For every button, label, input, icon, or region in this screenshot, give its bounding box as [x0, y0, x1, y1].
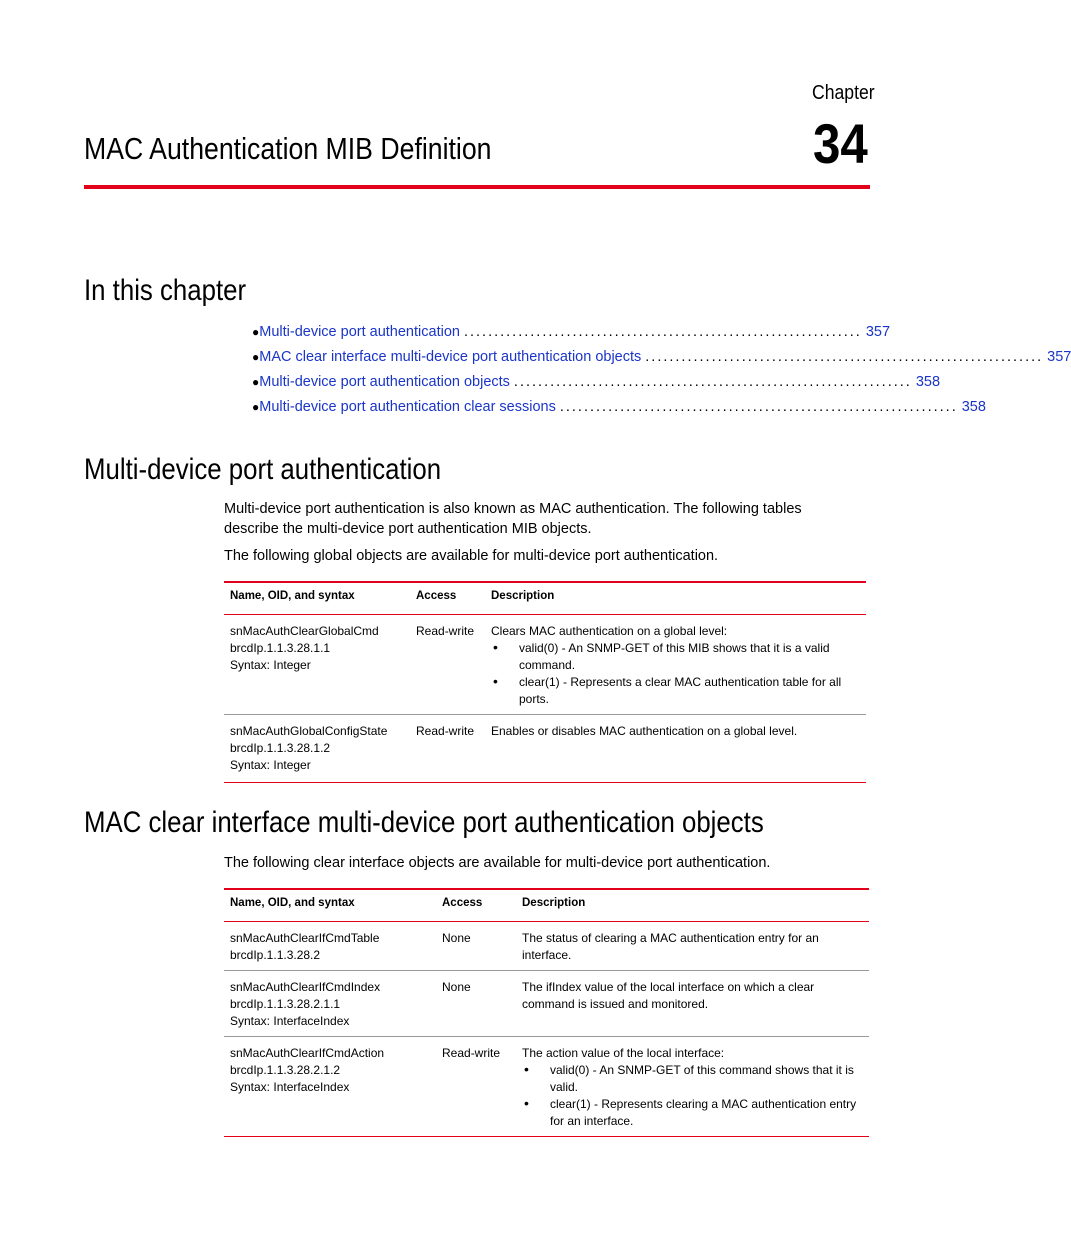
- chapter-toc: [252, 322, 1071, 422]
- bullet-icon: ●: [252, 325, 260, 339]
- object-syntax: Syntax: Integer: [230, 758, 311, 772]
- toc-link[interactable]: Multi-device port authentication objects: [259, 374, 510, 390]
- column-header-name: Name, OID, and syntax: [224, 582, 410, 615]
- list-item: • clear(1) - Represents clearing a MAC authentication entry for an interface.: [522, 1096, 863, 1130]
- toc-link[interactable]: MAC clear interface multi-device port authentication objects: [259, 349, 642, 365]
- object-name: snMacAuthClearIfCmdTable: [230, 931, 380, 945]
- object-oid: brcdIp.1.1.3.28.2.1.1: [230, 997, 341, 1011]
- table-row: [224, 615, 866, 715]
- section-heading-mac-clear-interface: MAC clear interface multi-device port authentication objects: [84, 806, 764, 839]
- title-rule: [84, 185, 870, 189]
- object-name: snMacAuthClearIfCmdAction: [230, 1046, 385, 1060]
- toc-page-number[interactable]: 358: [915, 374, 941, 390]
- toc-item[interactable]: [252, 372, 941, 397]
- object-oid: brcdIp.1.1.3.28.1.1: [230, 641, 331, 655]
- chapter-number: 34: [813, 112, 868, 175]
- section2-table-intro: The following clear interface objects are available for multi-device port authentication.: [224, 855, 771, 871]
- column-header-access: Access: [410, 582, 485, 615]
- clear-interface-objects-table: [224, 888, 869, 1137]
- page-title: MAC Authentication MIB Definition: [84, 131, 492, 166]
- access-cell: None: [436, 971, 516, 1037]
- table-row: [224, 971, 869, 1037]
- toc-link[interactable]: Multi-device port authentication: [259, 324, 460, 340]
- toc-link[interactable]: Multi-device port authentication clear sessions: [259, 399, 556, 415]
- object-syntax: Syntax: Integer: [230, 658, 311, 672]
- description-cell: The status of clearing a MAC authentication entry for an interface.: [516, 922, 869, 971]
- section1-paragraph: Multi-device port authentication is also known as MAC authentication. The following tables describe the multi-device port authentication MIB objects.: [224, 501, 802, 537]
- description-list: [522, 1062, 863, 1130]
- object-syntax: Syntax: InterfaceIndex: [230, 1080, 350, 1094]
- object-oid: brcdIp.1.1.3.28.2: [230, 948, 321, 962]
- object-name: snMacAuthClearGlobalCmd: [230, 624, 379, 638]
- in-this-chapter-heading: In this chapter: [84, 274, 247, 307]
- toc-item[interactable]: [252, 397, 986, 422]
- toc-leader-dots: ..................................................................: [463, 324, 862, 340]
- toc-leader-dots: ..................................................................: [645, 349, 1044, 365]
- object-name: snMacAuthGlobalConfigState: [230, 724, 388, 738]
- global-objects-table: [224, 581, 866, 783]
- toc-leader-dots: ..................................................................: [559, 399, 958, 415]
- table-header-row: [224, 582, 866, 615]
- toc-page-number[interactable]: 357: [1047, 349, 1071, 365]
- description-cell: [485, 615, 866, 715]
- description-text: Clears MAC authentication on a global level:: [491, 624, 728, 638]
- table-row: [224, 922, 869, 971]
- name-cell: [224, 971, 436, 1037]
- table-header-row: [224, 889, 869, 922]
- toc-item[interactable]: [252, 347, 1071, 372]
- access-cell: None: [436, 922, 516, 971]
- column-header-access: Access: [436, 889, 516, 922]
- bullet-icon: ●: [252, 350, 260, 364]
- list-item: • clear(1) - Represents a clear MAC authentication table for all ports.: [491, 674, 860, 708]
- access-cell: Read-write: [410, 615, 485, 715]
- access-cell: Read-write: [436, 1037, 516, 1137]
- object-oid: brcdIp.1.1.3.28.1.2: [230, 741, 331, 755]
- section1-table-intro: The following global objects are available for multi-device port authentication.: [224, 548, 719, 564]
- list-item: • valid(0) - An SNMP-GET of this command shows that it is valid.: [522, 1062, 863, 1096]
- description-list: [491, 640, 860, 708]
- description-cell: Enables or disables MAC authentication on a global level.: [485, 715, 866, 783]
- access-cell: Read-write: [410, 715, 485, 783]
- name-cell: [224, 1037, 436, 1137]
- name-cell: [224, 715, 410, 783]
- object-syntax: Syntax: InterfaceIndex: [230, 1014, 350, 1028]
- object-name: snMacAuthClearIfCmdIndex: [230, 980, 381, 994]
- description-cell: The ifIndex value of the local interface on which a clear command is issued and monitored.: [516, 971, 869, 1037]
- column-header-name: Name, OID, and syntax: [224, 889, 436, 922]
- column-header-description: Description: [516, 889, 869, 922]
- description-text: The action value of the local interface:: [522, 1046, 725, 1060]
- toc-page-number[interactable]: 357: [865, 324, 891, 340]
- description-cell: [516, 1037, 869, 1137]
- bullet-icon: ●: [252, 400, 260, 414]
- table-row: [224, 715, 866, 783]
- name-cell: [224, 922, 436, 971]
- toc-leader-dots: ..................................................................: [513, 374, 912, 390]
- toc-page-number[interactable]: 358: [961, 399, 986, 415]
- column-header-description: Description: [485, 582, 866, 615]
- chapter-label: Chapter: [812, 82, 875, 104]
- table-row: [224, 1037, 869, 1137]
- toc-item[interactable]: [252, 322, 891, 347]
- section-heading-multi-device: Multi-device port authentication: [84, 453, 442, 486]
- object-oid: brcdIp.1.1.3.28.2.1.2: [230, 1063, 341, 1077]
- bullet-icon: ●: [252, 375, 260, 389]
- name-cell: [224, 615, 410, 715]
- list-item: • valid(0) - An SNMP-GET of this MIB shows that it is a valid command.: [491, 640, 860, 674]
